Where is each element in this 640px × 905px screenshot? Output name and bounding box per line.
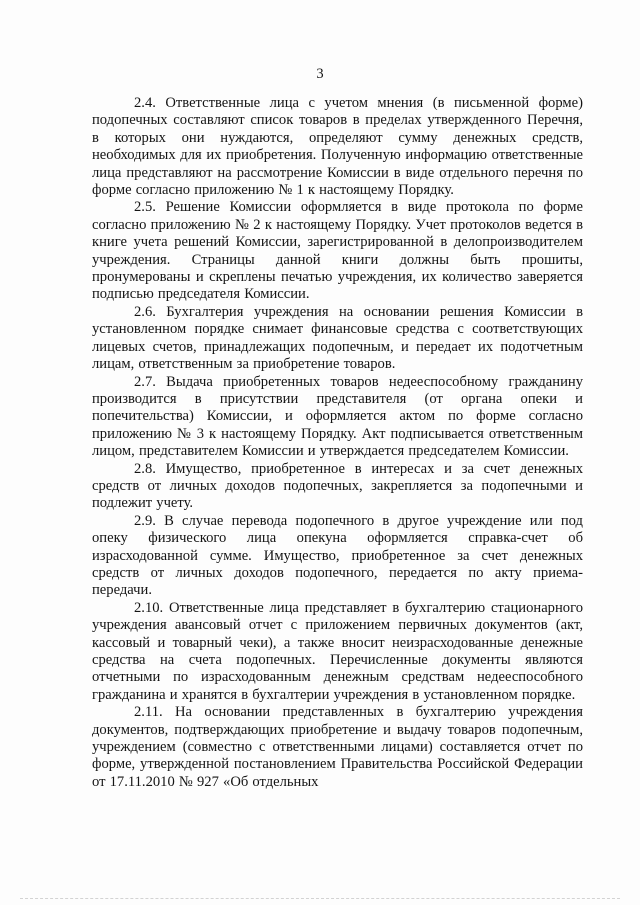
paragraph-2-9: 2.9. В случае перевода подопечного в другое учреждение или под опеку физического лица опекуна оформляется справка-счет об израсходованной сумме. Имущество, приобретенное за счет денежных средств от личных доходов подопечного, передается по акту приема-передачи.	[92, 512, 583, 599]
page-number: 3	[316, 66, 324, 82]
paragraph-2-10: 2.10. Ответственные лица представляет в бухгалтерию стационарного учреждения авансовый отчет с приложением первичных документов (акт, кассовый и товарный чеки), а также вносит неизрасходованные денежные средства на счета подопечных. Перечисленные документы являются отчетными по израсходованным денежным средствам недееспособного гражданина и хранятся в бухгалтерии учреждения в установленном порядке.	[92, 599, 583, 703]
scan-edge-divider	[20, 897, 620, 899]
paragraph-2-6: 2.6. Бухгалтерия учреждения на основании решения Комиссии в установленном порядке снимает финансовые средства с соответствующих лицевых счетов, принадлежащих подопечным, и передает их подотчетным лицам, ответственным за приобретение товаров.	[92, 303, 583, 373]
paragraph-2-7: 2.7. Выдача приобретенных товаров недееспособному гражданину производится в присутствии представителя (от органа опеки и попечительства) Комиссии, и оформляется актом по форме согласно приложению № 3 к настоящему Порядку. Акт подписывается ответственным лицом, представителем Комиссии и утверждается председателем Комиссии.	[92, 373, 583, 460]
paragraph-2-4: 2.4. Ответственные лица с учетом мнения (в письменной форме) подопечных составляют список товаров в пределах утвержденного Перечня, в которых они нуждаются, определяют сумму денежных средств, необходимых для их приобретения. Полученную информацию ответственные лица представляют на рассмотрение Комиссии в виде отдельного перечня по форме согласно приложению № 1 к настоящему Порядку.	[92, 95, 583, 199]
paragraph-2-5: 2.5. Решение Комиссии оформляется в виде протокола по форме согласно приложению № 2 к настоящему Порядку. Учет протоколов ведется в книге учета решений Комиссии, зарегистрированной в делопроизводителем учреждения. Страницы данной книги должны быть прошиты, пронумерованы и скреплены печатью учреждения, их количество заверяется подписью председателя Комиссии.	[92, 199, 583, 303]
paragraph-2-11: 2.11. На основании представленных в бухгалтерию учреждения документов, подтверждающих приобретение и выдачу товаров подопечным, учреждением (совместно с ответственными лицами) составляется отчет по форме, утвержденной постановлением Правительства Российской Федерации от 17.11.2010 № 927 «Об отдельных	[92, 704, 583, 790]
paragraph-2-8: 2.8. Имущество, приобретенное в интересах и за счет денежных средств от личных доходов подопечных, закрепляется за подопечными и подлежит учету.	[92, 460, 583, 512]
document-body	[92, 95, 583, 791]
